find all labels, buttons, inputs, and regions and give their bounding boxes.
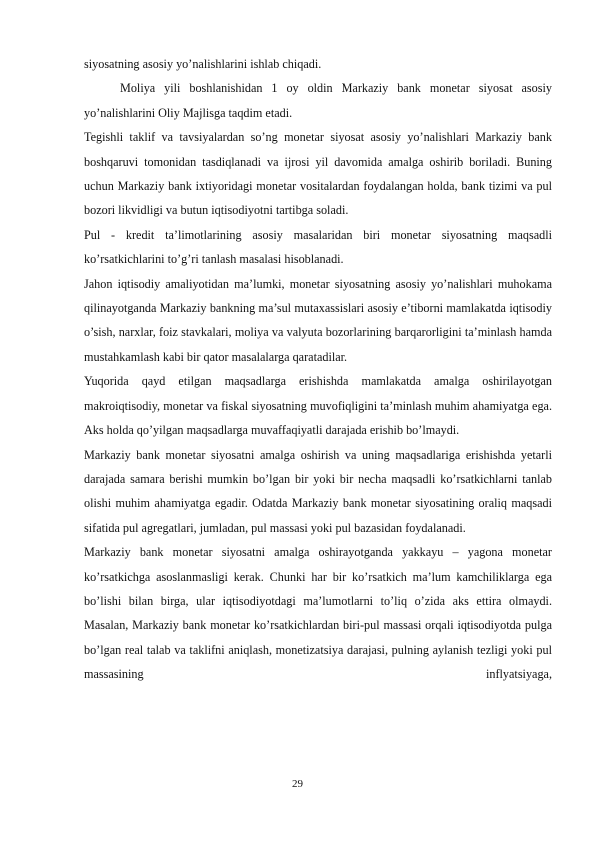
page-number: 29 <box>292 778 303 790</box>
paragraph-4: Pul - kredit ta’limotlarining asosiy masalaridan biri monetar siyosatning maqsadli ko’rsatkichlarini to’g’ri tanlash masalasi hisoblanadi. <box>84 227 552 267</box>
paragraph-7: Markaziy bank monetar siyosatni amalga oshirish va uning maqsadlariga erishishda yetarli darajada samara berishi mumkin bo’lgan bir yoki bir necha maqsadli ko’rsatkichlarni tanlab olishi muhim ahamiyatga egadir. Odatda Markaziy bank monetar siyosatining oraliq maqsadi sifatida pul agregatlari, jumladan, pul massasi yoki pul bazasidan foydalanadi. <box>84 447 552 535</box>
paragraph-5: Jahon iqtisodiy amaliyotidan ma’lumki, monetar siyosatning asosiy yo’nalishlari muhokama qilinayotganda Markaziy bankning ma’sul mutaxassislari asosiy e’tiborni mamlakatda iqtisodiy o’sish, narxlar, foiz stavkalari, moliya va valyuta bozorlarining barqarorligini ta’minlash hamda mustahkamlash kabi bir qator masalalarga qaratadilar. <box>84 276 552 364</box>
paragraph-6: Yuqorida qayd etilgan maqsadlarga erishishda mamlakatda amalga oshirilayotgan makroiqtisodiy, monetar va fiskal siyosatning muvofiqligini ta’minlash muhim ahamiyatga ega. Aks holda qo’yilgan maqsadlarga muvaffaqiyatli darajada erishib bo’lmaydi. <box>84 374 552 438</box>
paragraph-2: Moliya yili boshlanishidan 1 oy oldin Markaziy bank monetar siyosat asosiy yo’nalishlarini Oliy Majlisga taqdim etadi. <box>84 81 552 120</box>
paragraph-8: Markaziy bank monetar siyosatni amalga oshirayotganda yakkayu – yagona monetar ko’rsatkichga asoslanmasligi kerak. Chunki har bir ko’rsatkich ma’lum kamchiliklarga ega bo’lishi bilan birga, ular iqtisodiyotdagi ma’lumotlarni to’liq o’zida aks ettira olmaydi. Masalan, Markaziy bank monetar ko’rsatkichlardan biri-pul massasi orqali iqtisodiyotda pulga bo’lgan real talab va taklifni aniqlash, monetizatsiya darajasi, pulning aylanish tezligi yoki pul massasining inflyatsiyaga, <box>84 545 552 682</box>
page-body <box>84 52 552 687</box>
paragraph-3: Tegishli taklif va tavsiyalardan so’ng monetar siyosat asosiy yo’nalishlari Markaziy bank boshqaruvi tomonidan tasdiqlanadi va ijrosi yil davomida amalga oshirib boriladi. Buning uchun Markaziy bank ixtiyoridagi monetar vositalardan foydalangan holda, bank tizimi va pul bozori likvidligi va butun iqtisodiyotni tartibga soladi. <box>84 130 552 218</box>
paragraph-1: siyosatning asosiy yo’nalishlarini ishlab chiqadi. <box>84 57 322 71</box>
